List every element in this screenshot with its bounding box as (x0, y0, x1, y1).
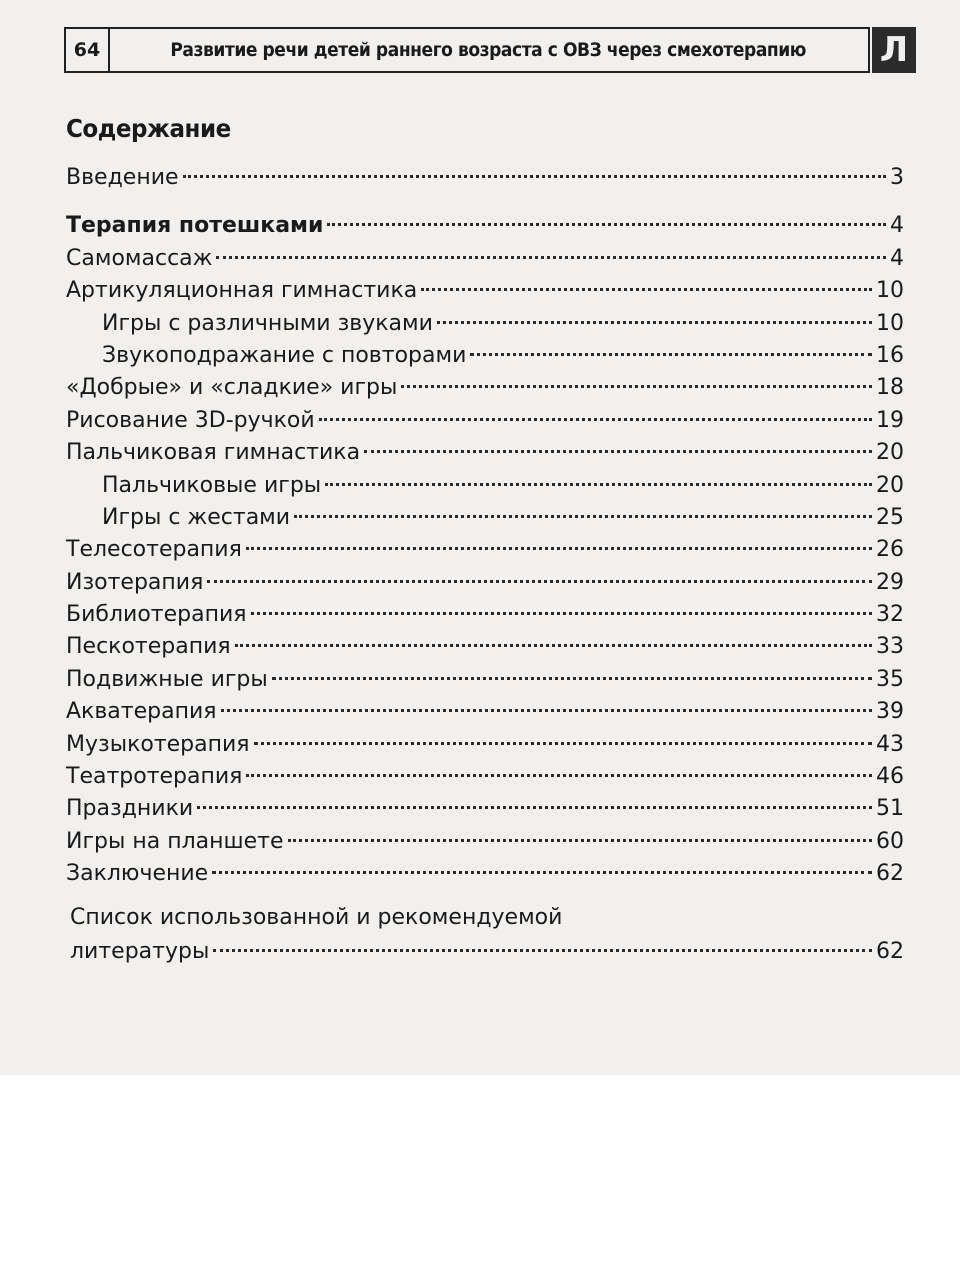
toc-item-music-therapy (66, 729, 904, 761)
toc-item-page: 4 (890, 213, 904, 239)
toc-item-gesture-games (66, 502, 904, 534)
toc-item-label-line1: Список использованной и рекомендуемой (70, 904, 563, 930)
toc-item-label: Звукоподражание с повторами (102, 342, 467, 368)
leader-dots (294, 515, 872, 518)
contents-title: Содержание (66, 114, 231, 143)
leader-dots (319, 418, 872, 421)
toc-item-theatre-therapy (66, 761, 904, 793)
toc-item-articulation (66, 275, 904, 307)
toc-item-label: Терапия потешками (66, 213, 324, 239)
toc-item-label: Рисование 3D-ручкой (66, 407, 315, 433)
toc-item-label: Игры с различными звуками (102, 310, 433, 336)
toc-item-label: Изотерапия (66, 569, 204, 595)
publisher-logo: Л (872, 27, 916, 73)
toc-item-page: 10 (876, 310, 904, 336)
toc-item-references (66, 901, 904, 969)
toc-item-page: 20 (876, 472, 904, 498)
leader-dots (272, 677, 872, 680)
leader-dots (246, 547, 872, 550)
toc-item-sand-therapy (66, 631, 904, 663)
toc-item-holidays (66, 793, 904, 825)
toc-item-label: Заключение (66, 861, 209, 887)
toc-item-finger-gymnastics (66, 437, 904, 469)
toc-item-label: Самомассаж (66, 245, 213, 271)
leader-dots (197, 806, 872, 809)
toc-item-page: 60 (876, 828, 904, 854)
toc-item-page: 32 (876, 602, 904, 628)
leader-dots (364, 450, 872, 453)
toc-item-page: 26 (876, 537, 904, 563)
leader-dots (327, 223, 886, 226)
toc-item-page: 16 (876, 342, 904, 368)
running-title: Развитие речи детей раннего возраста с ОВЗ через смехотерапию (170, 39, 806, 61)
toc-item-page: 4 (890, 245, 904, 271)
toc-item-page: 62 (876, 861, 904, 887)
leader-dots (221, 709, 873, 712)
toc-item-label: Акватерапия (66, 699, 217, 725)
toc-item-label: Пескотерапия (66, 634, 231, 660)
toc-item-tablet-games (66, 826, 904, 858)
toc-item-label-line2: литературы (70, 938, 210, 964)
toc-item-page: 25 (876, 504, 904, 530)
toc-item-introduction (66, 162, 904, 194)
toc-item-page: 35 (876, 666, 904, 692)
toc-item-active-games (66, 664, 904, 696)
leader-dots (251, 612, 873, 615)
toc-item-label: Артикуляционная гимнастика (66, 278, 418, 304)
leader-dots (421, 288, 872, 291)
toc-item-page: 51 (876, 796, 904, 822)
toc-item-page: 3 (890, 165, 904, 190)
toc-item-label: Театротерапия (66, 764, 243, 790)
leader-dots (254, 742, 872, 745)
toc-item-page: 39 (876, 699, 904, 725)
running-title-box (108, 27, 870, 73)
toc-item-label: Пальчиковые игры (102, 472, 322, 498)
leader-dots (288, 839, 872, 842)
toc-item-page: 19 (876, 407, 904, 433)
toc-item-label: Библиотерапия (66, 602, 247, 628)
toc-item-page: 33 (876, 634, 904, 660)
toc-item-page: 20 (876, 440, 904, 466)
toc-item-self-massage (66, 243, 904, 275)
toc-item-finger-games (66, 470, 904, 502)
leader-dots (213, 949, 872, 952)
toc-item-label: Телесотерапия (66, 537, 242, 563)
toc-item-label-line2-row (66, 935, 904, 969)
toc-item-kind-sweet-games (66, 372, 904, 404)
toc-item-label: Подвижные игры (66, 666, 268, 692)
toc-item-page: 10 (876, 278, 904, 304)
leader-dots (246, 774, 872, 777)
toc-item-page: 43 (876, 731, 904, 757)
toc-item-page: 46 (876, 764, 904, 790)
toc-item-page: 29 (876, 569, 904, 595)
page-number: 64 (64, 27, 110, 73)
toc-item-label: Введение (66, 165, 179, 190)
leader-dots (216, 256, 886, 259)
toc-item-label: «Добрые» и «сладкие» игры (66, 375, 398, 401)
toc-item-bibliotherapy (66, 599, 904, 631)
leader-dots (183, 175, 886, 178)
toc-item-page: 18 (876, 375, 904, 401)
toc-item-page: 62 (876, 938, 904, 964)
leader-dots (437, 321, 872, 324)
toc-item-conclusion (66, 858, 904, 890)
leader-dots (207, 580, 872, 583)
leader-dots (212, 871, 872, 874)
toc-item-body-therapy (66, 534, 904, 566)
toc-item-label: Игры с жестами (102, 504, 291, 530)
toc-item-3d-pen (66, 405, 904, 437)
toc-item-onomatopoeia (66, 340, 904, 372)
leader-dots (401, 385, 872, 388)
toc-item-label: Игры на планшете (66, 828, 284, 854)
toc-item-nursery-rhymes (66, 210, 904, 242)
toc-item-aqua-therapy (66, 696, 904, 728)
leader-dots (235, 644, 872, 647)
toc-item-art-therapy (66, 567, 904, 599)
table-of-contents (66, 162, 904, 969)
leader-dots (470, 353, 872, 356)
toc-item-label: Музыкотерапия (66, 731, 250, 757)
leader-dots (325, 483, 872, 486)
toc-item-label: Праздники (66, 796, 194, 822)
toc-item-label: Пальчиковая гимнастика (66, 440, 361, 466)
toc-item-sound-games (66, 308, 904, 340)
page-header (64, 27, 914, 71)
